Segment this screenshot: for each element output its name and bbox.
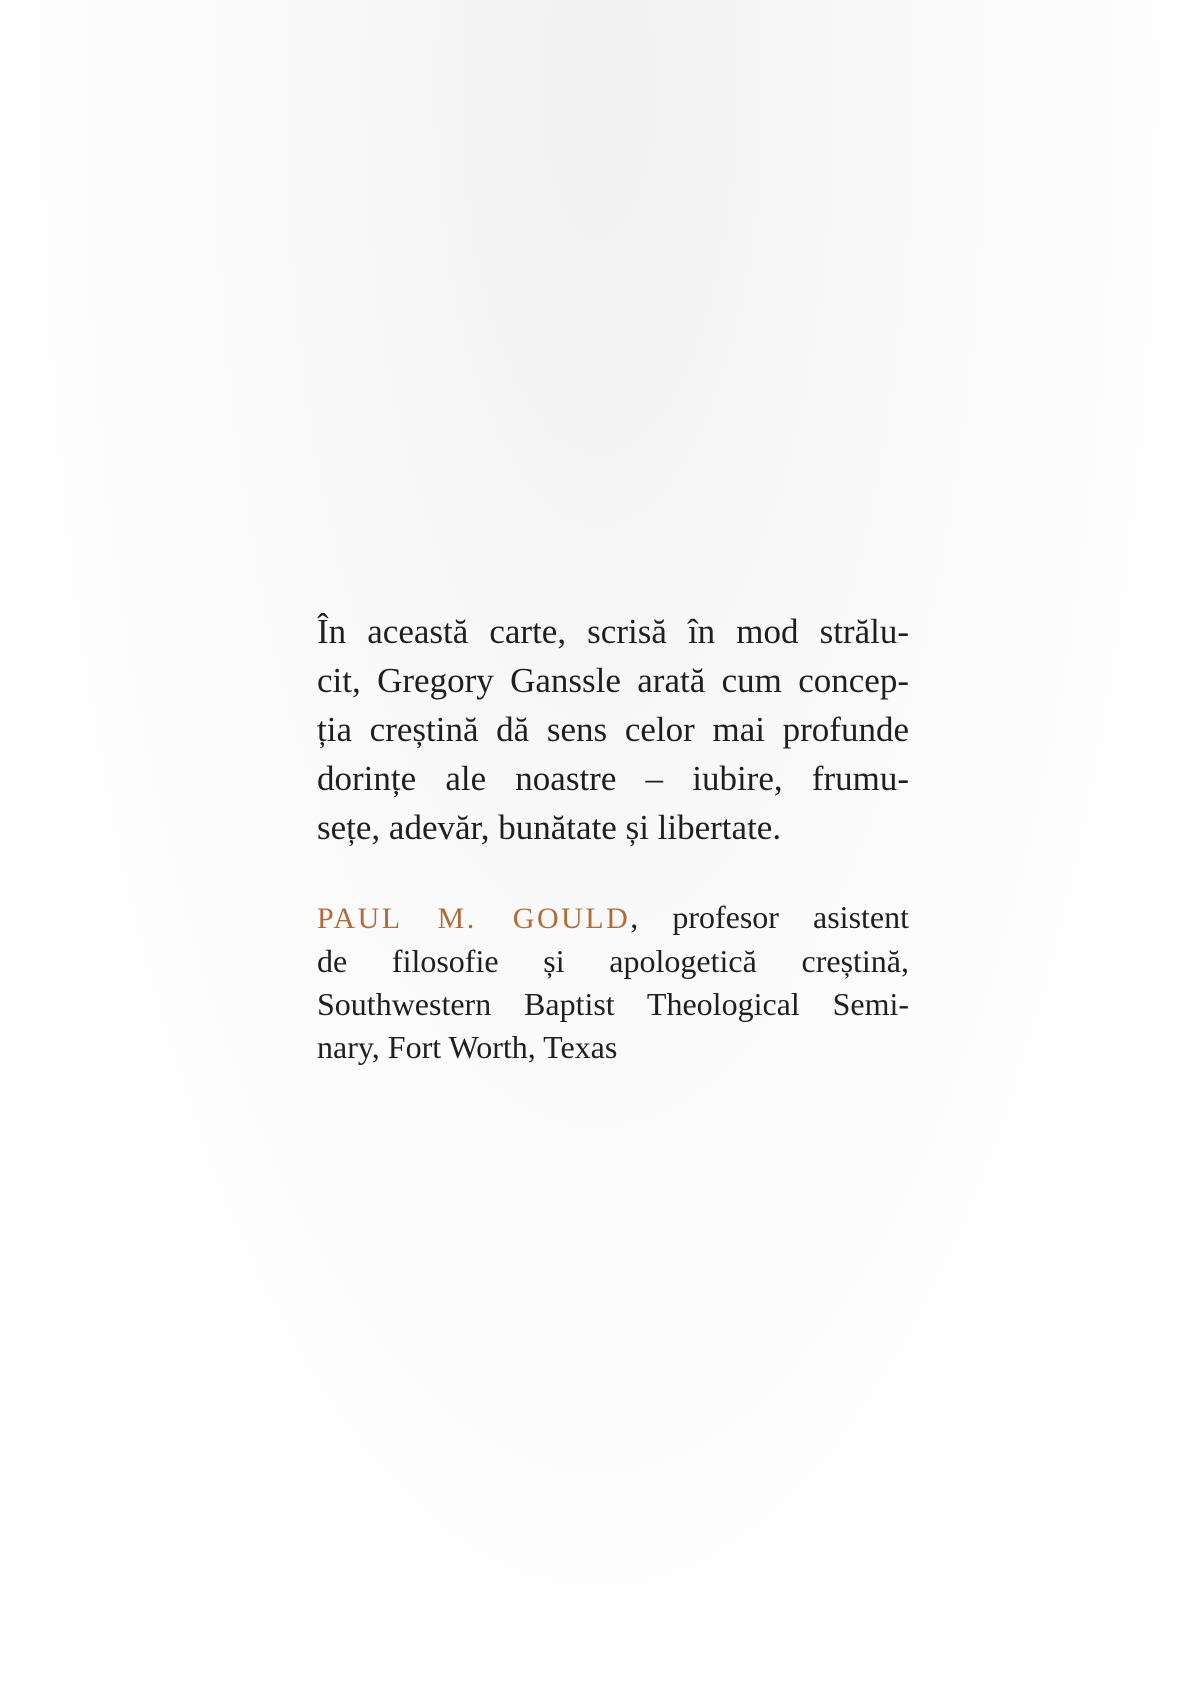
quote-line: ția creștină dă sens celor mai profunde xyxy=(317,710,909,749)
quote-line: cit, Gregory Ganssle arată cum concep- xyxy=(317,661,909,700)
quote-line: sețe, adevăr, bunătate și libertate. xyxy=(317,808,782,847)
author-title: , profesor asistent xyxy=(630,899,909,935)
author-name: PAUL M. GOULD xyxy=(317,902,631,935)
quote-line: dorințe ale noastre – iubire, frumu- xyxy=(317,759,909,798)
endorsement-quote xyxy=(317,607,909,852)
endorsement-attribution xyxy=(317,896,909,1069)
attribution-line: de filosofie și apologetică creștină, xyxy=(317,943,909,979)
attribution-line: Southwestern Baptist Theological Semi- xyxy=(317,986,909,1022)
attribution-line: nary, Fort Worth, Texas xyxy=(317,1029,618,1065)
back-cover-blurb xyxy=(317,607,909,1069)
quote-line: În această carte, scrisă în mod strălu- xyxy=(317,612,909,651)
attribution-line xyxy=(317,896,909,940)
